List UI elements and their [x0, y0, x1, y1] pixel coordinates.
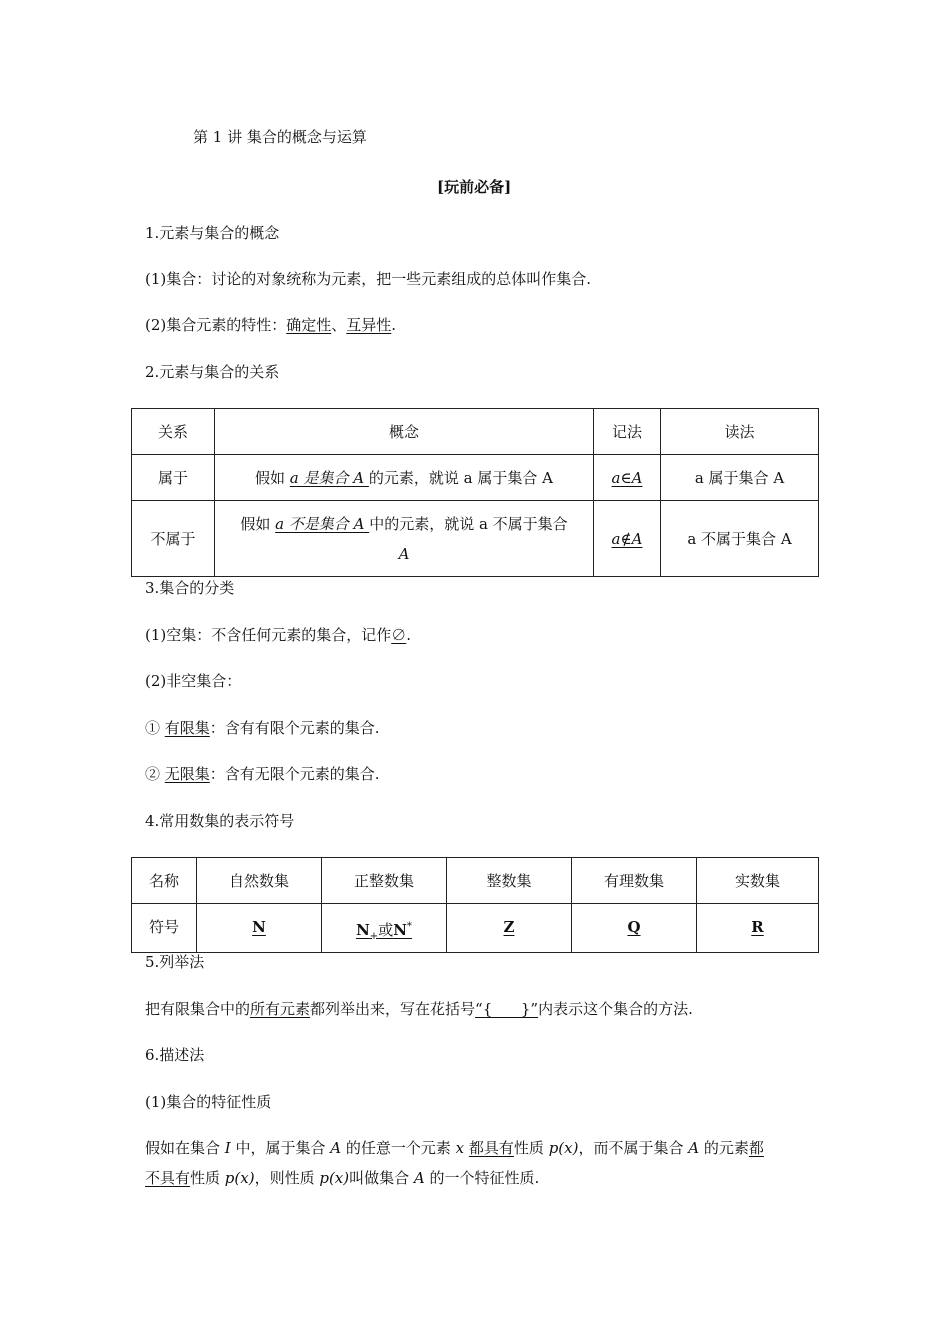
text: 都列举出来，写在花括号 — [310, 1000, 476, 1018]
table-header: 自然数集 — [197, 858, 322, 904]
text: 中的元素，就说 a 不属于集合 — [369, 515, 568, 533]
table-cell: a∈A — [594, 455, 661, 501]
paragraph-6-1: (1)集合的特征性质 — [145, 1093, 272, 1111]
heading-6: 6.描述法 — [145, 1046, 205, 1064]
text: 性质 — [190, 1169, 225, 1187]
text: 把有限集合中的 — [145, 1000, 251, 1018]
underlined-term: 互异性 — [346, 316, 392, 334]
table-header: 读法 — [661, 409, 819, 455]
table-header: 实数集 — [697, 858, 819, 904]
heading-3: 3.集合的分类 — [145, 579, 235, 597]
text: N — [356, 921, 370, 939]
text: 假如 — [255, 469, 290, 487]
section-heading: [玩前必备] — [437, 178, 512, 196]
underlined-term: a 是集合 A — [289, 469, 369, 487]
underlined-term: 无限集 — [164, 765, 210, 783]
paragraph-5-1 — [145, 998, 693, 1020]
heading-4: 4.常用数集的表示符号 — [145, 812, 295, 830]
text: A — [330, 1139, 342, 1157]
paragraph-6-2-line1 — [145, 1137, 764, 1159]
underlined-term: a 不是集合 A — [275, 515, 370, 533]
text: 的任意一个元素 — [341, 1139, 456, 1157]
paragraph-3-4 — [145, 763, 380, 785]
table-cell: Q — [572, 904, 697, 953]
table-cell — [215, 501, 594, 577]
text: I — [224, 1139, 231, 1157]
text: ：含有有限个元素的集合. — [209, 719, 380, 737]
text: ：含有无限个元素的集合. — [209, 765, 380, 783]
table-header: 记法 — [594, 409, 661, 455]
paragraph-3-1 — [145, 624, 411, 646]
text: 的一个特征性质. — [424, 1169, 540, 1187]
text: * — [406, 921, 412, 932]
text: 假如在集合 — [145, 1139, 225, 1157]
text: 叫做集合 — [349, 1169, 414, 1187]
text: 中，属于集合 — [230, 1139, 331, 1157]
table-cell: 符号 — [132, 904, 197, 953]
text: 或 — [378, 921, 394, 939]
underlined-term: 不具有 — [145, 1169, 191, 1187]
table-cell: a 属于集合 A — [661, 455, 819, 501]
table-cell: Z — [447, 904, 572, 953]
underlined-term: 都具有 — [468, 1139, 514, 1157]
table-header: 名称 — [132, 858, 197, 904]
text: A — [398, 545, 410, 563]
element-set-relation-table — [131, 408, 819, 577]
text: A — [688, 1139, 700, 1157]
text: ① — [145, 719, 165, 737]
page-title: 第 1 讲 集合的概念与运算 — [193, 128, 367, 146]
underlined-term: 所有元素 — [250, 1000, 311, 1018]
underlined-term: 确定性 — [286, 316, 332, 334]
paragraph-1-2 — [145, 314, 396, 336]
text: x — [455, 1139, 465, 1157]
heading-1: 1.元素与集合的概念 — [145, 224, 280, 242]
text: 、 — [331, 316, 347, 334]
text: p(x) — [319, 1169, 350, 1187]
text: (2)集合元素的特性： — [145, 316, 287, 334]
table-header: 有理数集 — [572, 858, 697, 904]
text: A — [413, 1169, 425, 1187]
text: p(x) — [548, 1139, 579, 1157]
paragraph-1-1: (1)集合：讨论的对象统称为元素，把一些元素组成的总体叫作集合. — [145, 270, 592, 288]
paragraph-3-3 — [145, 717, 380, 739]
heading-5: 5.列举法 — [145, 953, 205, 971]
text: ② — [145, 765, 165, 783]
table-header: 正整数集 — [322, 858, 447, 904]
text: 的元素 — [699, 1139, 749, 1157]
heading-2: 2.元素与集合的关系 — [145, 363, 280, 381]
text: ，而不属于集合 — [578, 1139, 689, 1157]
underlined-term: 有限集 — [164, 719, 210, 737]
text: (1)空集：不含任何元素的集合，记作 — [145, 626, 392, 644]
table-cell: N — [197, 904, 322, 953]
underlined-term: 都 — [748, 1139, 764, 1157]
table-cell: a∉A — [594, 501, 661, 577]
table-header: 整数集 — [447, 858, 572, 904]
text: ，则性质 — [254, 1169, 320, 1187]
table-header: 关系 — [132, 409, 215, 455]
table-cell — [322, 904, 447, 953]
table-cell — [215, 455, 594, 501]
text: + — [369, 931, 379, 942]
table-cell: R — [697, 904, 819, 953]
paragraph-6-2-line2 — [145, 1167, 539, 1189]
text: . — [406, 626, 412, 644]
paragraph-3-2: (2)非空集合： — [145, 672, 242, 690]
text: 性质 — [513, 1139, 549, 1157]
text: 的元素，就说 a 属于集合 A — [368, 469, 553, 487]
text: 内表示这个集合的方法. — [538, 1000, 693, 1018]
text: . — [391, 316, 397, 334]
number-set-symbol-table — [131, 857, 819, 953]
table-cell: 不属于 — [132, 501, 215, 577]
underlined-term: “{ }” — [475, 1000, 539, 1018]
underlined-term: ∅ — [391, 626, 407, 644]
table-cell: 属于 — [132, 455, 215, 501]
text: N — [393, 921, 407, 939]
table-cell: a 不属于集合 A — [661, 501, 819, 577]
text: p(x) — [224, 1169, 255, 1187]
table-header: 概念 — [215, 409, 594, 455]
text: 假如 — [240, 515, 276, 533]
